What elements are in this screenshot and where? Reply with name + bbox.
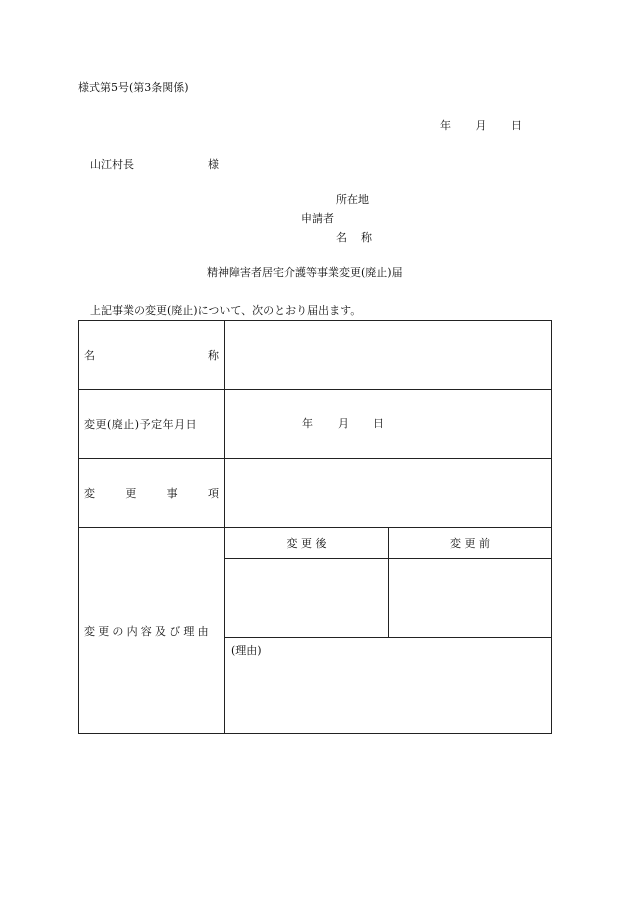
after-header-cell bbox=[225, 528, 389, 559]
applicant-label: 申請者 bbox=[301, 212, 334, 225]
table-row-name bbox=[79, 321, 552, 390]
date-month: 月 bbox=[475, 119, 487, 132]
date-label: 変更(廃止)予定年月日 bbox=[84, 418, 198, 431]
intro-text: 上記事業の変更(廃止)について、次のとおり届出ます。 bbox=[90, 304, 362, 317]
reason-label: (理由) bbox=[231, 644, 262, 657]
date-label-cell bbox=[79, 390, 225, 459]
document-title: 精神障害者居宅介護等事業変更(廃止)届 bbox=[207, 266, 403, 279]
name-label-cell bbox=[79, 321, 225, 390]
name-label bbox=[336, 231, 372, 245]
name-value-cell[interactable] bbox=[225, 321, 552, 390]
form-number: 様式第5号(第3条関係) bbox=[78, 81, 189, 94]
items-label-cell bbox=[79, 459, 225, 528]
notification-table bbox=[78, 320, 552, 734]
content-label: 変更の内容及び理由 bbox=[84, 624, 212, 638]
reason-cell[interactable] bbox=[225, 638, 552, 734]
before-header-cell bbox=[389, 528, 552, 559]
address-label: 所在地 bbox=[336, 193, 369, 206]
before-value-cell[interactable] bbox=[389, 559, 552, 638]
items-char-4: 項 bbox=[207, 487, 219, 500]
content-label-cell bbox=[79, 528, 225, 734]
name-cell-char-2: 称 bbox=[208, 349, 219, 362]
date-day: 日 bbox=[511, 119, 522, 132]
items-value-cell[interactable] bbox=[225, 459, 552, 528]
date-year: 年 bbox=[440, 119, 451, 132]
name-label-2: 称 bbox=[361, 231, 372, 244]
addressee-name: 山江村長 bbox=[90, 158, 134, 171]
planned-year: 年 bbox=[302, 417, 313, 430]
date-value-cell[interactable] bbox=[225, 390, 552, 459]
after-value-cell[interactable] bbox=[225, 559, 389, 638]
table-row-date bbox=[79, 390, 552, 459]
items-char-3: 事 bbox=[166, 487, 178, 500]
planned-day: 日 bbox=[373, 417, 384, 430]
before-header: 変 更 前 bbox=[450, 537, 490, 550]
name-label-1: 名 bbox=[336, 231, 347, 244]
items-char-2: 更 bbox=[125, 487, 137, 500]
items-char-1: 変 bbox=[84, 487, 95, 500]
table-row-content-header bbox=[79, 528, 552, 559]
planned-month: 月 bbox=[338, 417, 349, 430]
name-cell-char-1: 名 bbox=[84, 349, 95, 362]
addressee-honorific: 様 bbox=[208, 158, 219, 171]
date-line bbox=[440, 119, 522, 133]
after-header: 変 更 後 bbox=[286, 537, 327, 550]
table-row-items bbox=[79, 459, 552, 528]
